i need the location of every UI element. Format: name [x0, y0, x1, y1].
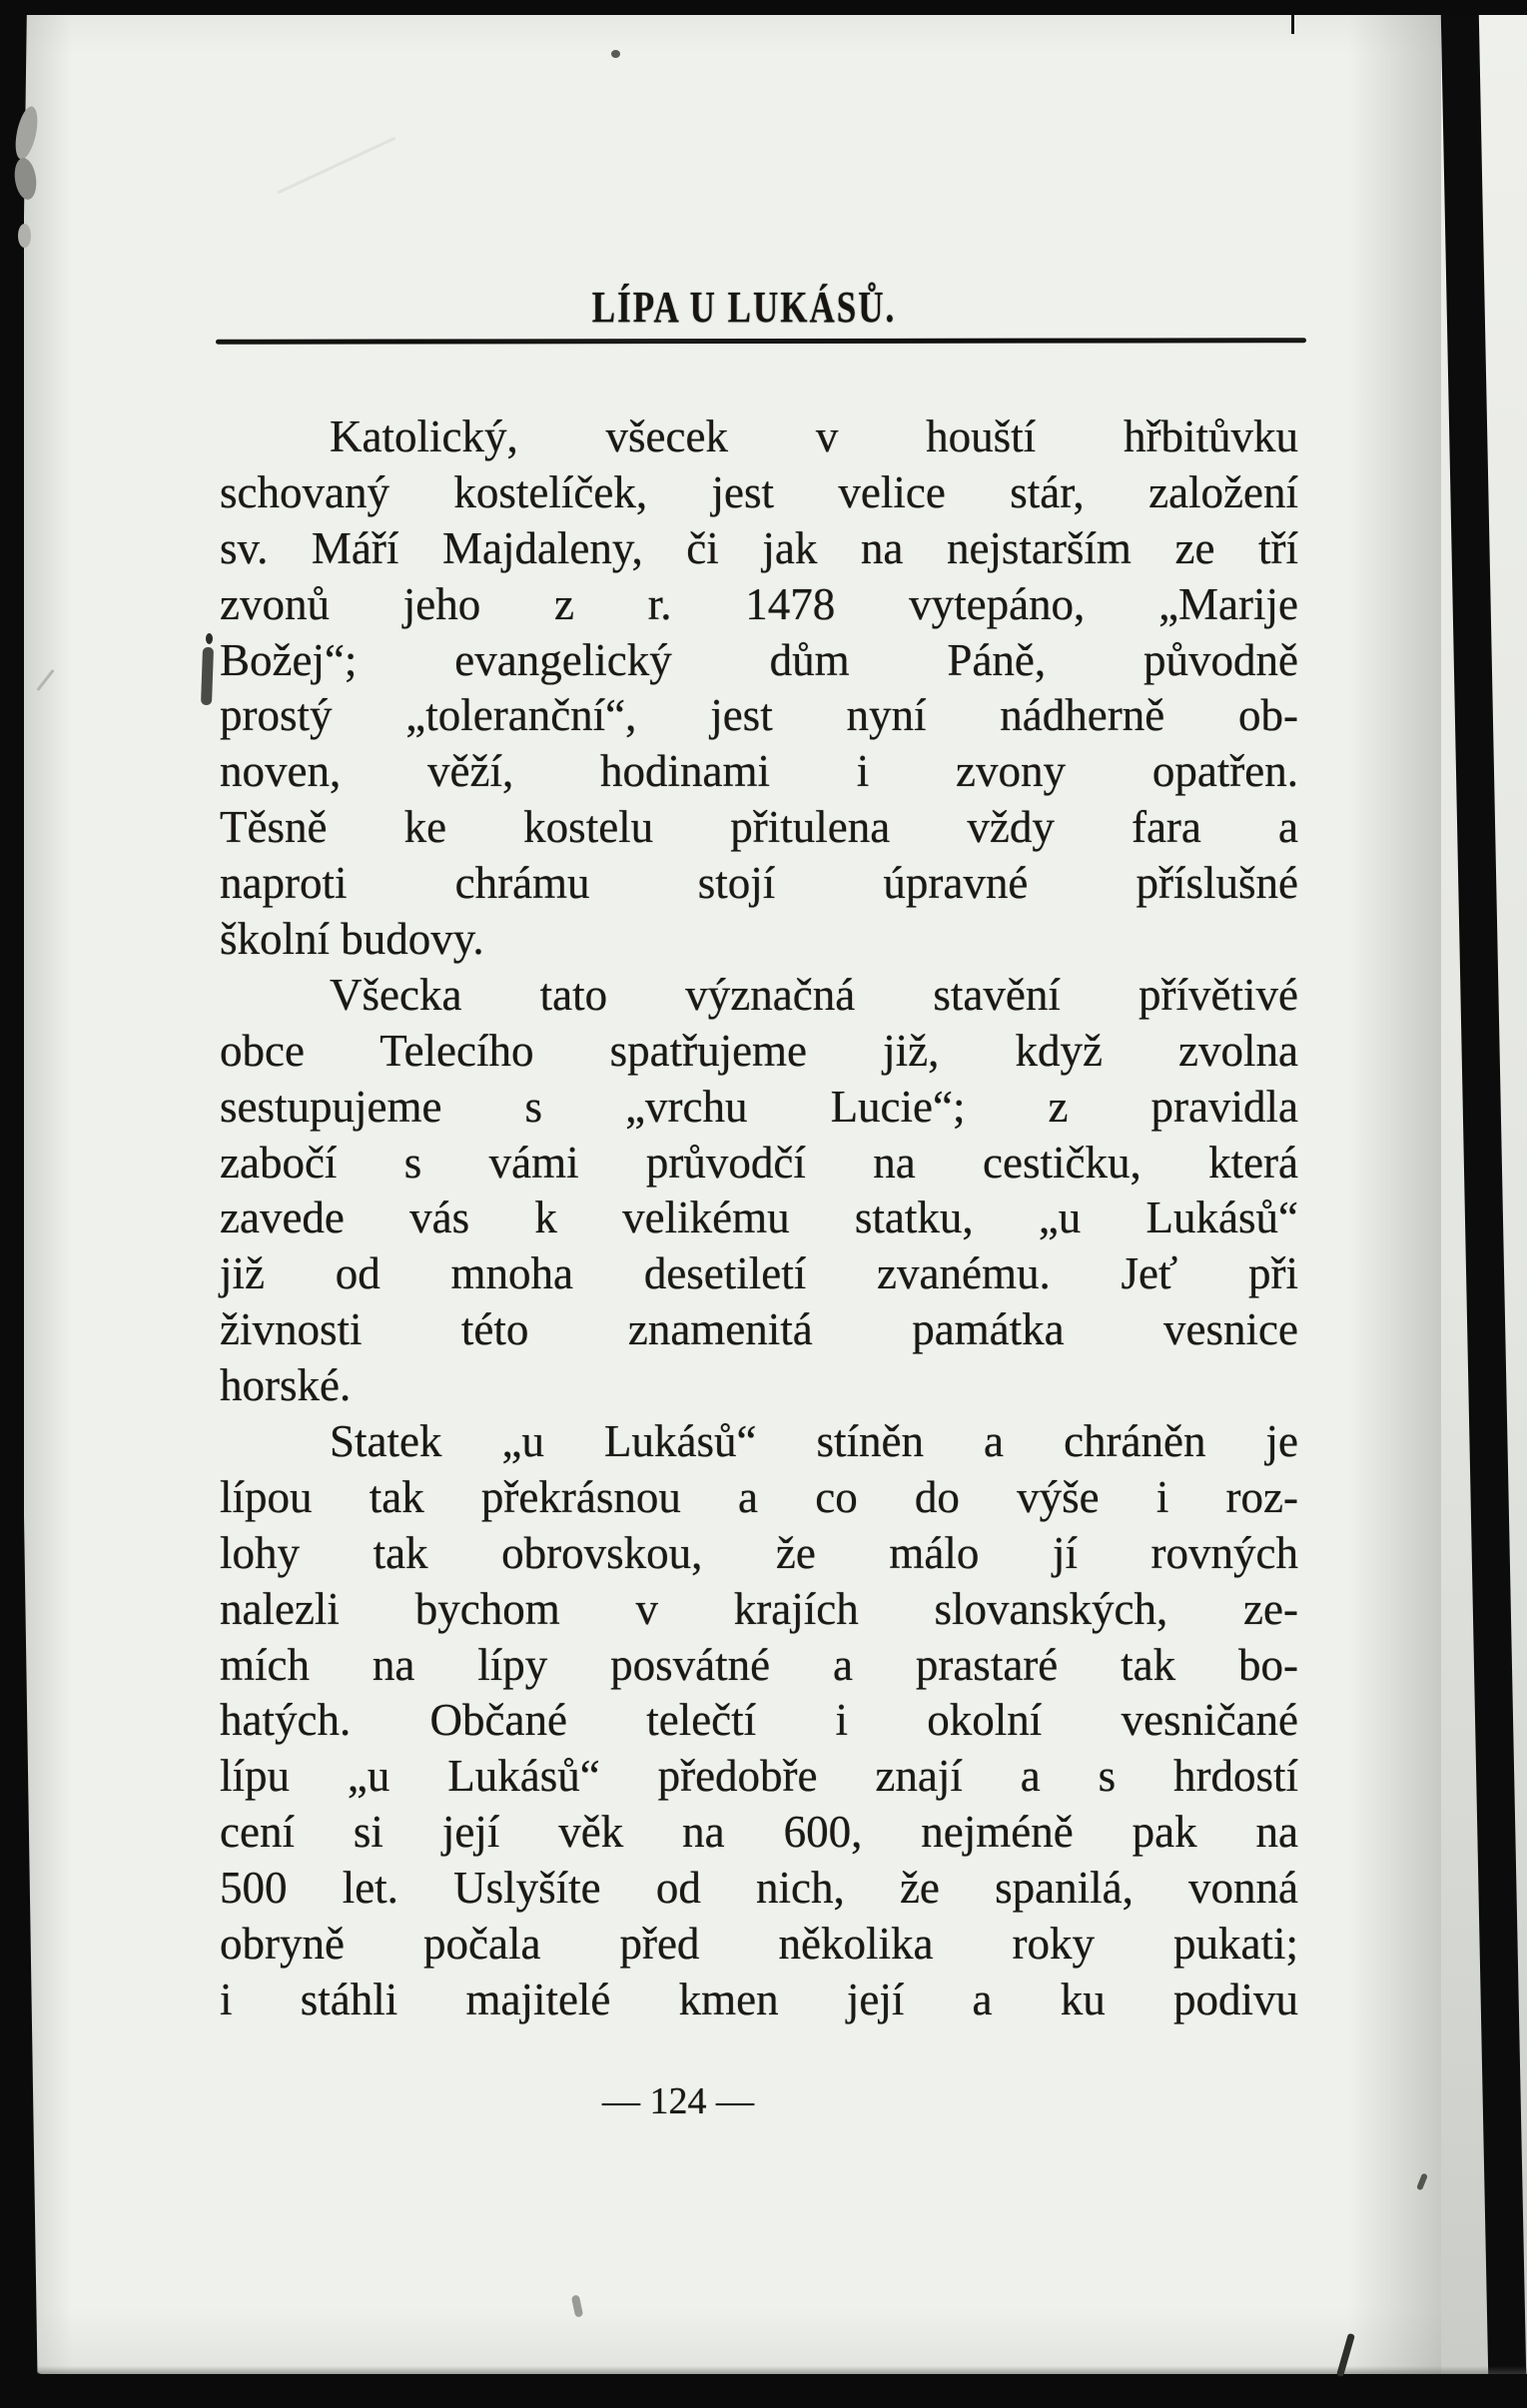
text-line: Těsně ke kostelu přitulena vždy fara a [220, 802, 1298, 853]
text-line: lípou tak překrásnou a co do výše i roz- [220, 1471, 1298, 1522]
text-line: sv. Máří Majdaleny, či jak na nejstarším ze tří [220, 522, 1298, 573]
text-line: zabočí s vámi průvodčí na cestičku, která [220, 1137, 1298, 1188]
text-line: mích na lípy posvátné a prastaré tak bo- [220, 1639, 1298, 1690]
text-line: obryně počala před několika roky pukati; [220, 1919, 1298, 1970]
ink-smudge [201, 647, 214, 705]
ink-speck [611, 50, 620, 58]
text-line: sestupujeme s „vrchu Lucie“; z pravidla [220, 1081, 1298, 1132]
text-line: školní budovy. [220, 914, 484, 965]
text-line: Všecka tato význačná stavění přívětivé [330, 969, 1298, 1020]
text-line: lípu „u Lukásů“ předobře znají a s hrdostí [220, 1751, 1298, 1802]
text-line: obce Telecího spatřujeme již, když zvolna [220, 1025, 1298, 1076]
text-line: i stáhli majitelé kmen její a ku podivu [220, 1974, 1298, 2024]
text-line: hatých. Občané telečtí i okolní vesničané [220, 1695, 1298, 1746]
text-line: Božej“; evangelický dům Páně, původně [220, 634, 1298, 685]
text-line: prostý „toleranční“, jest nyní nádherně ob- [220, 690, 1298, 741]
text-line: naproti chrámu stojí úpravné příslušné [220, 858, 1298, 909]
text-line: schovaný kostelíček, jest velice stár, založení [220, 466, 1298, 517]
text-line: horské. [220, 1360, 352, 1411]
text-line: zvonů jeho z r. 1478 vytepáno, „Marije [220, 578, 1298, 629]
text-line: Statek „u Lukásů“ stíněn a chráněn je [330, 1416, 1298, 1467]
text-line: lohy tak obrovskou, že málo jí rovných [220, 1527, 1298, 1578]
text-line: zavede vás k velikému statku, „u Lukásů“ [220, 1193, 1298, 1243]
running-header-title: LÍPA U LUKÁSŮ. [591, 282, 897, 333]
scan-border-bottom [0, 2374, 1527, 2408]
text-line: 500 let. Uslyšíte od nich, že spanilá, vonná [220, 1863, 1298, 1914]
page-body-text [220, 409, 1298, 2028]
text-line: noven, věží, hodinami i zvony opatřen. [220, 746, 1298, 797]
text-line: Katolický, všecek v houští hřbitůvku [330, 411, 1298, 461]
text-line: již od mnoha desetiletí zvanému. Jeť při [220, 1248, 1298, 1299]
text-line: živnosti této znamenitá památka vesnice [220, 1304, 1298, 1355]
paper-scratch-mark [277, 137, 395, 195]
page-number: — 124 — [602, 2080, 754, 2122]
text-line: nalezli bychom v krajích slovanských, ze- [220, 1583, 1298, 1634]
ink-smudge [206, 633, 213, 644]
text-line: cení si její věk na 600, nejméně pak na [220, 1807, 1298, 1858]
scan-border-top [0, 0, 1527, 15]
scan-artifact-tick [1291, 14, 1294, 34]
scan-smudge [18, 224, 31, 248]
